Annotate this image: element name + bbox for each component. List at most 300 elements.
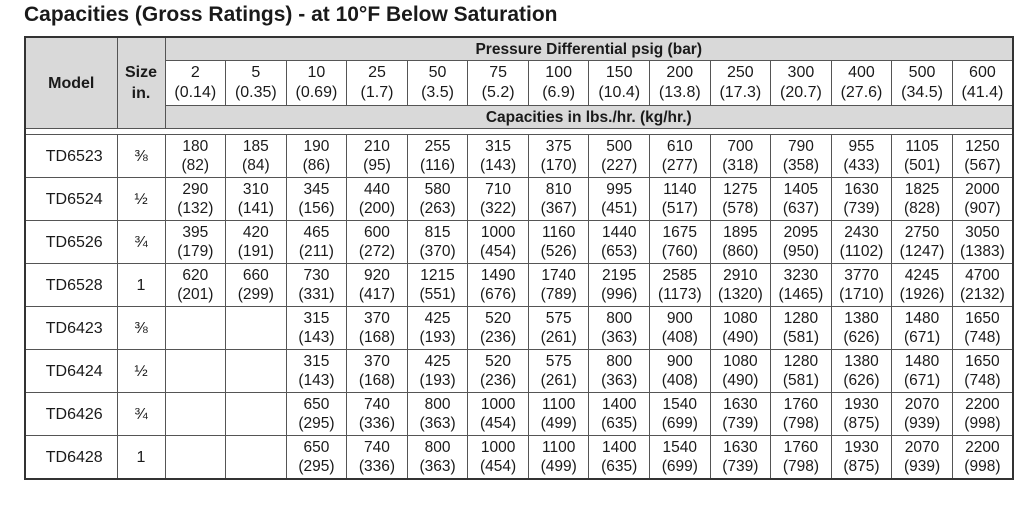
capacity-cell (892, 178, 953, 221)
capacity-cell (528, 436, 589, 480)
capacity-lbs: 2200 (965, 439, 1000, 456)
capacity-lbs: 580 (424, 181, 451, 198)
capacity-kg: (454) (480, 458, 517, 475)
capacity-cell (226, 135, 287, 178)
bar-value: (13.8) (658, 84, 701, 101)
capacity-lbs: 370 (364, 353, 390, 370)
capacity-cell (347, 178, 408, 221)
bar-value: (41.4) (961, 84, 1004, 101)
capacity-cell (468, 307, 529, 350)
capacity-kg: (626) (843, 329, 880, 346)
model-cell: TD6426 (25, 393, 117, 436)
capacity-lbs: 900 (666, 353, 693, 370)
capacity-cell (468, 350, 529, 393)
bar-value: (6.9) (542, 84, 576, 101)
capacity-kg: (499) (540, 458, 577, 475)
table-row (25, 350, 1013, 393)
capacity-kg: (1926) (899, 286, 945, 303)
capacity-lbs: 2585 (662, 267, 698, 284)
capacity-lbs: 730 (303, 267, 330, 284)
capacity-kg: (170) (540, 157, 577, 174)
table-row (25, 307, 1013, 350)
capacity-lbs: 1675 (662, 224, 698, 241)
capacity-lbs: 1825 (904, 181, 940, 198)
capacity-cell (165, 264, 226, 307)
bar-value: (27.6) (840, 84, 883, 101)
capacity-cell (165, 221, 226, 264)
capacity-cell (650, 221, 711, 264)
capacity-kg: (299) (237, 286, 274, 303)
pressure-column-header (165, 61, 226, 106)
capacity-lbs: 2195 (601, 267, 637, 284)
capacity-lbs: 800 (424, 439, 451, 456)
capacity-lbs: 375 (545, 138, 572, 155)
capacity-kg: (699) (661, 458, 698, 475)
capacity-cell (710, 393, 771, 436)
capacity-cell (407, 350, 468, 393)
capacity-cell (831, 178, 892, 221)
capacity-kg: (581) (782, 329, 819, 346)
bar-value: (3.5) (421, 84, 454, 101)
capacity-kg: (168) (358, 329, 396, 346)
capacity-kg: (295) (298, 415, 335, 432)
capacity-lbs: 600 (364, 224, 390, 241)
capacity-lbs: 315 (485, 138, 512, 155)
table-body (25, 135, 1013, 480)
capacity-lbs: 1250 (965, 138, 1000, 155)
capacity-lbs: 790 (787, 138, 814, 155)
size-cell: 1 (117, 264, 165, 307)
capacity-cell (831, 436, 892, 480)
capacity-kg: (676) (480, 286, 517, 303)
pressure-column-header (407, 61, 468, 106)
capacity-cell (286, 264, 347, 307)
capacity-cell (468, 393, 529, 436)
capacity-cell (407, 436, 468, 480)
capacity-cell (468, 264, 529, 307)
capacity-kg: (950) (782, 243, 819, 260)
capacity-lbs: 4700 (965, 267, 1000, 284)
capacity-cell (347, 393, 408, 436)
capacity-lbs: 1540 (662, 396, 698, 413)
capacity-lbs: 1650 (965, 353, 1000, 370)
pressure-column-header (226, 61, 287, 106)
capacity-cell (892, 264, 953, 307)
capacity-kg: (193) (419, 372, 456, 389)
capacity-cell (347, 135, 408, 178)
capacity-cell (710, 135, 771, 178)
capacity-kg: (168) (358, 372, 396, 389)
psig-value: 25 (368, 64, 386, 81)
capacity-lbs: 315 (303, 310, 330, 327)
pressure-column-header (468, 61, 529, 106)
capacity-kg: (363) (419, 458, 456, 475)
capacity-lbs: 1275 (723, 181, 758, 198)
capacity-kg: (84) (242, 157, 270, 174)
capacity-kg: (336) (358, 415, 396, 432)
capacity-cell (165, 350, 226, 393)
capacity-kg: (551) (419, 286, 456, 303)
capacity-lbs: 395 (182, 224, 209, 241)
capacity-lbs: 1630 (723, 396, 758, 413)
capacity-kg: (363) (419, 415, 456, 432)
capacity-lbs: 955 (848, 138, 875, 155)
size-cell: 1 (117, 436, 165, 480)
capacity-lbs: 1930 (844, 439, 879, 456)
size-cell: ⅜ (117, 135, 165, 178)
model-cell: TD6528 (25, 264, 117, 307)
capacity-kg: (132) (177, 200, 214, 217)
capacity-cell (286, 178, 347, 221)
capacity-cell (468, 135, 529, 178)
capacity-kg: (227) (601, 157, 638, 174)
size-cell: ⅜ (117, 307, 165, 350)
capacity-kg: (86) (302, 157, 331, 174)
capacity-kg: (295) (298, 458, 335, 475)
capacity-lbs: 2095 (783, 224, 819, 241)
capacity-kg: (318) (722, 157, 759, 174)
capacity-kg: (370) (419, 243, 456, 260)
capacity-cell (771, 307, 832, 350)
capacity-cell (650, 264, 711, 307)
capacity-cell (468, 178, 529, 221)
capacity-lbs: 1280 (783, 310, 819, 327)
capacity-kg: (939) (903, 458, 941, 475)
capacity-lbs: 2200 (965, 396, 1000, 413)
capacity-cell (589, 393, 650, 436)
capacity-cell (771, 436, 832, 480)
pressure-column-header (892, 61, 953, 106)
capacity-lbs: 650 (303, 396, 330, 413)
capacity-cell (831, 264, 892, 307)
capacity-cell (528, 264, 589, 307)
model-cell: TD6523 (25, 135, 117, 178)
pressure-column-header (286, 61, 347, 106)
capacity-cell (831, 350, 892, 393)
capacity-lbs: 290 (182, 181, 209, 198)
capacity-cell (468, 436, 529, 480)
capacity-lbs: 1000 (480, 439, 516, 456)
capacity-cell (771, 350, 832, 393)
capacity-cell (771, 178, 832, 221)
capacity-lbs: 1630 (723, 439, 758, 456)
capacity-lbs: 1105 (905, 138, 939, 155)
pressure-column-header (528, 61, 589, 106)
capacity-kg: (671) (903, 329, 941, 346)
capacity-kg: (191) (237, 243, 274, 260)
capacity-kg: (996) (601, 286, 638, 303)
capacity-cell (892, 350, 953, 393)
capacity-cell (528, 221, 589, 264)
capacity-lbs: 1400 (601, 439, 637, 456)
capacity-kg: (200) (358, 200, 396, 217)
capacity-lbs: 1280 (783, 353, 819, 370)
capacity-lbs: 660 (242, 267, 269, 284)
capacity-kg: (798) (782, 458, 819, 475)
capacity-kg: (635) (601, 415, 638, 432)
capacity-lbs: 1080 (723, 310, 758, 327)
capacity-kg: (998) (964, 415, 1001, 432)
capacity-cell (892, 307, 953, 350)
capacity-lbs: 345 (303, 181, 330, 198)
capacity-cell (952, 178, 1013, 221)
capacity-kg: (236) (480, 372, 517, 389)
table-row (25, 135, 1013, 178)
capacity-lbs: 255 (424, 138, 451, 155)
capacity-kg: (336) (358, 458, 396, 475)
capacity-lbs: 2000 (965, 181, 1000, 198)
table-row (25, 436, 1013, 480)
capacity-lbs: 1100 (541, 396, 576, 413)
psig-value: 200 (666, 64, 694, 81)
capacity-lbs: 1140 (663, 181, 697, 198)
capacity-kg: (739) (722, 458, 759, 475)
capacity-cell (952, 393, 1013, 436)
capacity-kg: (860) (722, 243, 759, 260)
capacity-kg: (526) (540, 243, 577, 260)
capacity-cell (286, 393, 347, 436)
capacity-kg: (699) (661, 415, 698, 432)
capacity-cell (165, 393, 226, 436)
capacity-lbs: 500 (606, 138, 633, 155)
capacity-cell (165, 436, 226, 480)
capacity-cell (347, 307, 408, 350)
capacity-kg: (263) (419, 200, 456, 217)
capacity-lbs: 2070 (904, 439, 940, 456)
size-header-line2: in. (131, 85, 151, 102)
capacity-cell (407, 178, 468, 221)
table-row (25, 393, 1013, 436)
capacity-lbs: 1405 (783, 181, 819, 198)
psig-value: 50 (428, 64, 447, 81)
pressure-values-row (25, 61, 1013, 106)
capacity-lbs: 815 (424, 224, 451, 241)
capacity-cell (650, 135, 711, 178)
capacity-kg: (939) (903, 415, 941, 432)
capacity-lbs: 1380 (844, 353, 879, 370)
capacity-cell (347, 436, 408, 480)
bar-value: (10.4) (598, 84, 641, 101)
capacity-lbs: 1650 (965, 310, 1000, 327)
pressure-column-header (650, 61, 711, 106)
capacity-cell (710, 178, 771, 221)
capacity-cell (831, 221, 892, 264)
capacity-cell (589, 436, 650, 480)
psig-value: 600 (969, 64, 996, 81)
psig-value: 5 (251, 64, 261, 81)
capacity-cell (952, 264, 1013, 307)
capacity-cell (407, 135, 468, 178)
capacities-header: Capacities in lbs./hr. (kg/hr.) (165, 106, 1013, 129)
capacity-cell (650, 436, 711, 480)
capacity-lbs: 420 (242, 224, 269, 241)
capacity-cell (407, 393, 468, 436)
capacity-cell (710, 436, 771, 480)
capacity-kg: (433) (843, 157, 880, 174)
psig-value: 500 (908, 64, 936, 81)
capacity-kg: (501) (903, 157, 941, 174)
capacity-kg: (760) (661, 243, 698, 260)
capacity-kg: (567) (964, 157, 1001, 174)
capacity-kg: (156) (298, 200, 335, 217)
capacity-cell (226, 436, 287, 480)
capacity-kg: (748) (964, 372, 1001, 389)
capacity-lbs: 425 (424, 310, 451, 327)
capacity-kg: (1173) (657, 286, 702, 303)
capacity-cell (165, 135, 226, 178)
capacity-kg: (261) (540, 372, 577, 389)
capacity-lbs: 315 (303, 353, 330, 370)
capacity-lbs: 1480 (904, 353, 940, 370)
capacity-cell (226, 393, 287, 436)
capacity-kg: (331) (298, 286, 335, 303)
page-title: Capacities (Gross Ratings) - at 10°F Below Saturation (24, 3, 558, 26)
model-header: Model (25, 37, 117, 129)
capacity-lbs: 1400 (601, 396, 637, 413)
capacity-kg: (82) (181, 157, 210, 174)
table-row (25, 264, 1013, 307)
capacity-kg: (358) (782, 157, 819, 174)
capacity-kg: (581) (782, 372, 819, 389)
capacity-kg: (789) (540, 286, 577, 303)
capacity-lbs: 3770 (844, 267, 879, 284)
capacity-cell (710, 350, 771, 393)
capacity-lbs: 1380 (844, 310, 879, 327)
capacity-lbs: 520 (485, 310, 512, 327)
pressure-column-header (347, 61, 408, 106)
capacity-cell (528, 307, 589, 350)
model-cell: TD6428 (25, 436, 117, 480)
capacity-cell (589, 350, 650, 393)
capacity-lbs: 210 (364, 138, 390, 155)
capacity-lbs: 185 (242, 138, 269, 155)
capacity-kg: (143) (298, 329, 335, 346)
model-cell: TD6423 (25, 307, 117, 350)
capacity-lbs: 1930 (844, 396, 879, 413)
capacity-kg: (671) (903, 372, 941, 389)
capacity-lbs: 180 (182, 138, 209, 155)
capacity-kg: (2132) (959, 286, 1005, 303)
capacity-kg: (201) (177, 286, 214, 303)
capacity-lbs: 1540 (662, 439, 698, 456)
capacity-lbs: 440 (364, 181, 390, 198)
capacity-kg: (451) (601, 200, 638, 217)
capacity-lbs: 190 (303, 138, 330, 155)
capacity-cell (650, 393, 711, 436)
capacity-kg: (739) (843, 200, 880, 217)
capacity-kg: (116) (420, 157, 456, 174)
capacity-lbs: 1490 (480, 267, 516, 284)
table-row (25, 178, 1013, 221)
capacity-kg: (179) (177, 243, 214, 260)
psig-value: 250 (726, 64, 754, 81)
capacity-cell (226, 178, 287, 221)
capacity-kg: (236) (480, 329, 517, 346)
psig-value: 150 (605, 64, 633, 81)
capacity-lbs: 2070 (904, 396, 940, 413)
capacity-kg: (141) (237, 200, 274, 217)
capacity-cell (347, 264, 408, 307)
bar-value: (0.35) (234, 84, 277, 101)
capacity-cell (952, 307, 1013, 350)
capacity-lbs: 425 (424, 353, 451, 370)
capacity-lbs: 1000 (480, 224, 516, 241)
pressure-column-header (831, 61, 892, 106)
capacity-kg: (1102) (839, 243, 884, 260)
size-cell: ½ (117, 178, 165, 221)
capacity-kg: (143) (480, 157, 517, 174)
capacity-cell (528, 350, 589, 393)
capacity-cell (892, 221, 953, 264)
psig-value: 2 (190, 64, 200, 81)
size-cell: ¾ (117, 393, 165, 436)
capacity-kg: (637) (782, 200, 819, 217)
capacity-kg: (211) (298, 243, 334, 260)
capacity-cell (650, 178, 711, 221)
capacity-kg: (798) (782, 415, 819, 432)
capacity-cell (650, 350, 711, 393)
capacity-lbs: 620 (182, 267, 209, 284)
size-cell: ¾ (117, 221, 165, 264)
capacity-lbs: 1160 (541, 224, 576, 241)
capacity-cell (589, 264, 650, 307)
capacity-cell (226, 264, 287, 307)
psig-value: 10 (307, 64, 326, 81)
capacity-cell (650, 307, 711, 350)
capacity-kg: (272) (358, 243, 396, 260)
bar-value: (17.3) (719, 84, 762, 101)
bar-value: (20.7) (780, 84, 822, 101)
capacity-cell (952, 135, 1013, 178)
capacity-kg: (1465) (778, 286, 824, 303)
capacity-cell (528, 135, 589, 178)
capacities-table (24, 36, 1014, 480)
capacity-lbs: 1215 (420, 267, 455, 284)
capacity-kg: (417) (358, 286, 396, 303)
capacity-kg: (454) (480, 415, 517, 432)
psig-value: 75 (489, 64, 507, 81)
capacity-kg: (875) (843, 458, 880, 475)
capacity-cell (286, 307, 347, 350)
bar-value: (1.7) (360, 84, 394, 101)
capacity-kg: (748) (964, 329, 1001, 346)
capacity-cell (831, 307, 892, 350)
capacity-kg: (828) (903, 200, 941, 217)
capacity-lbs: 995 (606, 181, 633, 198)
capacity-kg: (454) (480, 243, 517, 260)
capacity-cell (226, 350, 287, 393)
capacity-cell (528, 178, 589, 221)
capacity-lbs: 1440 (601, 224, 637, 241)
capacity-lbs: 3230 (783, 267, 819, 284)
capacity-lbs: 1100 (541, 439, 576, 456)
capacity-kg: (408) (661, 372, 698, 389)
capacity-kg: (499) (540, 415, 577, 432)
capacity-cell (589, 221, 650, 264)
bar-value: (5.2) (481, 84, 515, 101)
capacity-cell (347, 350, 408, 393)
capacity-kg: (517) (661, 200, 698, 217)
capacity-kg: (277) (661, 157, 698, 174)
capacity-kg: (490) (722, 329, 759, 346)
capacity-lbs: 810 (545, 181, 572, 198)
bar-value: (0.69) (295, 84, 338, 101)
capacity-kg: (875) (843, 415, 880, 432)
capacity-cell (831, 393, 892, 436)
table-row (25, 221, 1013, 264)
capacity-kg: (635) (601, 458, 638, 475)
model-cell: TD6424 (25, 350, 117, 393)
